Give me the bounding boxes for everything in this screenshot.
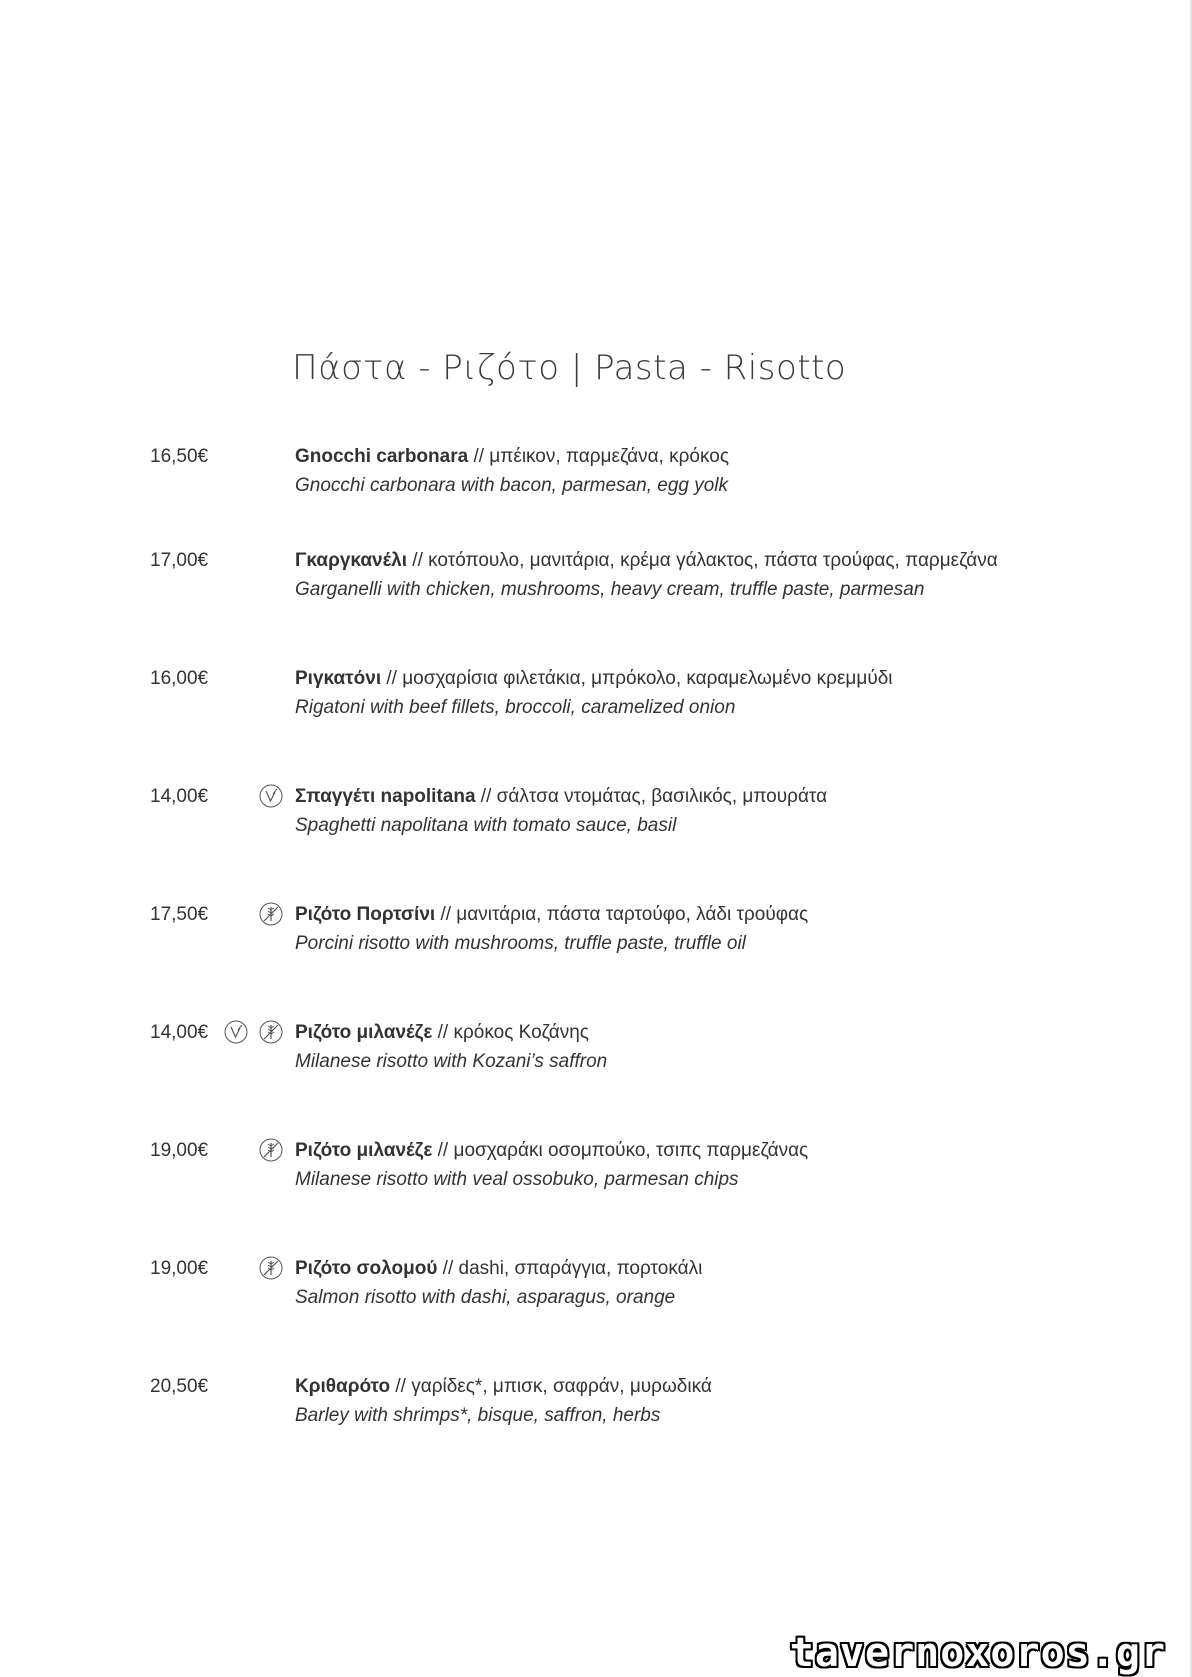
menu-item-name: Σπαγγέτι napolitana xyxy=(295,786,476,807)
menu-item-title-line xyxy=(295,1376,712,1398)
menu-item-desc-english: Salmon risotto with dashi, asparagus, orange xyxy=(295,1287,676,1308)
menu-item-desc-english: Rigatoni with beef fillets, broccoli, caramelized onion xyxy=(295,697,736,718)
gluten-free-icon xyxy=(259,1020,283,1044)
menu-item-name: Ριγκατόνι xyxy=(295,668,382,689)
menu-item-title-line xyxy=(295,668,893,690)
vegetarian-icon xyxy=(224,1020,248,1044)
menu-item-desc-greek: // dashi, σπαράγγια, πορτοκάλι xyxy=(437,1258,703,1279)
menu-item-name: Gnocchi carbonara xyxy=(295,446,469,467)
menu-item xyxy=(0,1140,1192,1210)
menu-item xyxy=(0,904,1192,974)
menu-item-name: Γκαργκανέλι xyxy=(295,550,408,571)
menu-item xyxy=(0,786,1192,856)
menu-item-price: 20,50€ xyxy=(150,1376,209,1397)
menu-item-price: 17,50€ xyxy=(150,904,209,925)
menu-item-desc-greek: // μανιτάρια, πάστα ταρτούφο, λάδι τρούφας xyxy=(435,904,809,925)
menu-item-desc-greek: // μοσχαρίσια φιλετάκια, μπρόκολο, καραμελωμένο κρεμμύδι xyxy=(381,668,893,689)
menu-item-price: 19,00€ xyxy=(150,1258,209,1279)
menu-item xyxy=(0,550,1192,620)
menu-item-name: Ριζότο μιλανέζε xyxy=(295,1022,433,1043)
menu-item-desc-greek: // σάλτσα ντομάτας, βασιλικός, μπουράτα xyxy=(475,786,828,807)
menu-item-name: Κριθαρότο xyxy=(295,1376,391,1397)
menu-item xyxy=(0,1376,1192,1446)
gluten-free-icon xyxy=(259,902,283,926)
menu-item-desc-english: Spaghetti napolitana with tomato sauce, basil xyxy=(295,815,677,836)
menu-item-name: Ριζότο Πορτσίνι xyxy=(295,904,436,925)
menu-item xyxy=(0,1022,1192,1092)
menu-item-title-line xyxy=(295,1258,702,1280)
vegetarian-icon xyxy=(259,784,283,808)
menu-item-desc-greek: // μοσχαράκι οσομπούκο, τσιπς παρμεζάνας xyxy=(432,1140,809,1161)
menu-item-price: 16,50€ xyxy=(150,446,209,467)
menu-item xyxy=(0,446,1192,516)
site-watermark: tavernoxoros.gr xyxy=(789,1630,1166,1676)
menu-item-desc-english: Milanese risotto with veal ossobuko, parmesan chips xyxy=(295,1169,739,1190)
menu-item-title-line xyxy=(295,446,729,468)
menu-item-title-line xyxy=(295,1022,589,1044)
menu-item-price: 14,00€ xyxy=(150,1022,209,1043)
menu-item-desc-english: Porcini risotto with mushrooms, truffle paste, truffle oil xyxy=(295,933,746,954)
menu-item-price: 17,00€ xyxy=(150,550,209,571)
menu-item-desc-greek: // μπέικον, παρμεζάνα, κρόκος xyxy=(468,446,729,467)
menu-item-desc-greek: // κρόκος Κοζάνης xyxy=(432,1022,589,1043)
menu-item-desc-english: Barley with shrimps*, bisque, saffron, herbs xyxy=(295,1405,661,1426)
menu-item-desc-english: Gnocchi carbonara with bacon, parmesan, egg yolk xyxy=(295,475,729,496)
menu-item-desc-english: Milanese risotto with Kozani’s saffron xyxy=(295,1051,608,1072)
menu-item xyxy=(0,1258,1192,1328)
menu-item-price: 19,00€ xyxy=(150,1140,209,1161)
menu-item-name: Ριζότο μιλανέζε xyxy=(295,1140,433,1161)
menu-item-title-line xyxy=(295,786,827,808)
gluten-free-icon xyxy=(259,1138,283,1162)
menu-item-price: 16,00€ xyxy=(150,668,209,689)
menu-item-name: Ριζότο σολομού xyxy=(295,1258,438,1279)
menu-item-title-line xyxy=(295,1140,808,1162)
gluten-free-icon xyxy=(259,1256,283,1280)
menu-item-title-line xyxy=(295,904,808,926)
menu-item-price: 14,00€ xyxy=(150,786,209,807)
menu-item-desc-greek: // κοτόπουλο, μανιτάρια, κρέμα γάλακτος, πάστα τρούφας, παρμεζάνα xyxy=(407,550,998,571)
menu-item xyxy=(0,668,1192,738)
menu-section-title: Πάστα - Ριζότο | Pasta - Risotto xyxy=(292,348,847,388)
menu-item-title-line xyxy=(295,550,998,572)
menu-item-desc-english: Garganelli with chicken, mushrooms, heavy cream, truffle paste, parmesan xyxy=(295,579,925,600)
menu-item-desc-greek: // γαρίδες*, μπισκ, σαφράν, μυρωδικά xyxy=(390,1376,712,1397)
